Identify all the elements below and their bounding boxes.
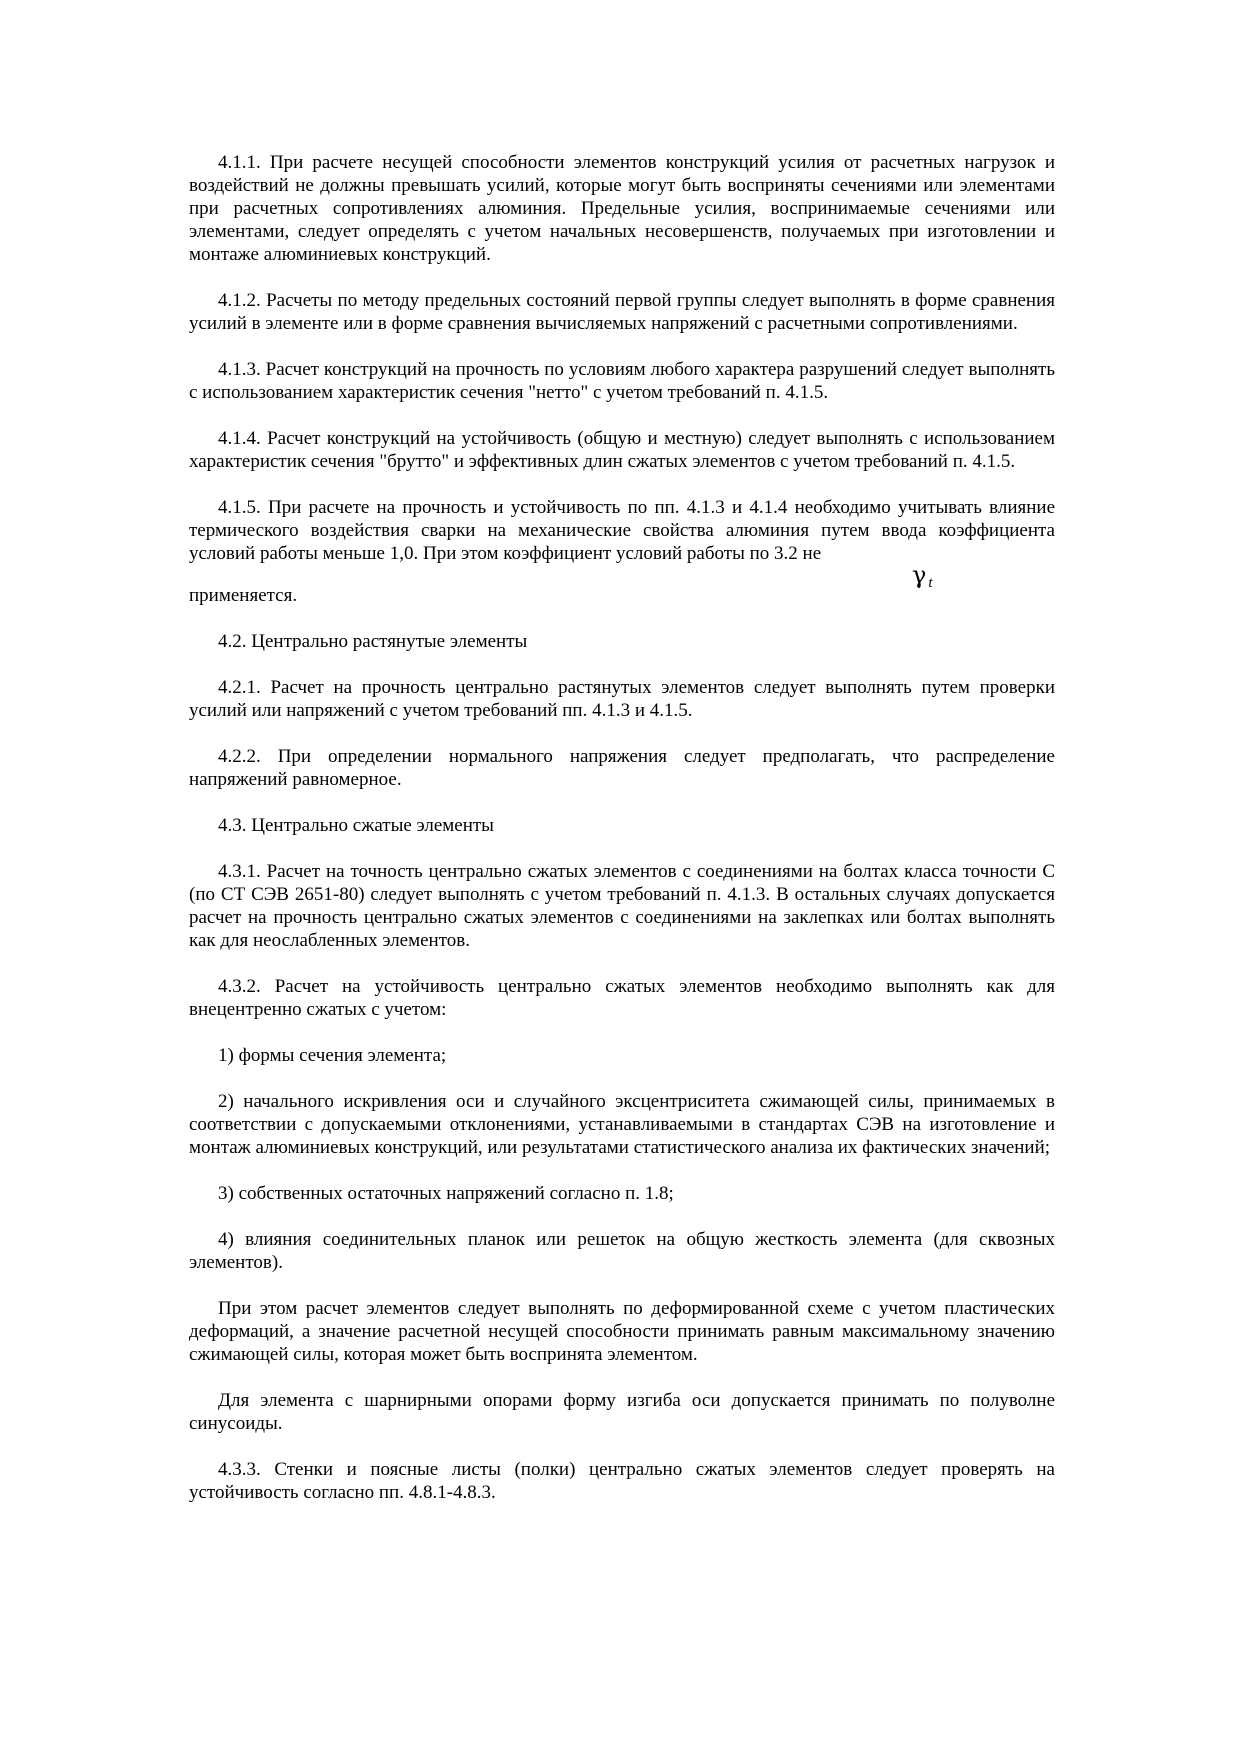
gamma-t-symbol [912, 563, 933, 595]
paragraph-4-1-5-end: применяется. [189, 585, 298, 606]
paragraph-4-1-2: 4.1.2. Расчеты по методу предельных состояний первой группы следует выполнять в форме сравнения усилий в элементе или в форме сравнения вычисляемых напряжений с расчетными сопротивлениями. [189, 290, 1055, 334]
paragraph-4-1-5: 4.1.5. При расчете на прочность и устойчивость по пп. 4.1.3 и 4.1.4 необходимо учитывать влияние термического воздействия сварки на механические свойства алюминия путем ввода коэффициента условий работы меньше 1,0. При этом коэффициент условий работы по 3.2 не [189, 497, 1055, 564]
paragraph-4-2-2: 4.2.2. При определении нормального напряжения следует предполагать, что распределение напряжений равномерное. [189, 746, 1055, 790]
gamma-subscript: t [928, 575, 933, 591]
gamma-symbol: γ [912, 561, 927, 589]
paragraph-4-1-4: 4.1.4. Расчет конструкций на устойчивость (общую и местную) следует выполнять с использованием характеристик сечения "брутто" и эффективных длин сжатых элементов с учетом требований п. 4.1.5. [189, 428, 1055, 472]
paragraph-4-1-1: 4.1.1. При расчете несущей способности элементов конструкций усилия от расчетных нагрузок и воздействий не должны превышать усилий, которые могут быть восприняты сечениями или элементами при расчетных сопротивлениях алюминия. Предельные усилия, воспринимаемые сечениями или элементами, следует определять с учетом начальных несовершенств, получаемых при изготовлении и монтаже алюминиевых конструкций. [189, 152, 1055, 265]
list-item-4: 4) влияния соединительных планок или решеток на общую жесткость элемента (для сквозных элементов). [189, 1229, 1055, 1273]
paragraph-4-3-2: 4.3.2. Расчет на устойчивость центрально сжатых элементов необходимо выполнять как для внецентренно сжатых с учетом: [189, 976, 1055, 1020]
document-body [189, 151, 1055, 1527]
list-item-1: 1) формы сечения элемента; [218, 1045, 447, 1066]
paragraph-4-3-3: 4.3.3. Стенки и поясные листы (полки) центрально сжатых элементов следует проверять на устойчивость согласно пп. 4.8.1-4.8.3. [189, 1459, 1055, 1503]
list-item-3: 3) собственных остаточных напряжений согласно п. 1.8; [218, 1183, 674, 1204]
list-item-2: 2) начального искривления оси и случайного эксцентриситета сжимающей силы, принимаемых в соответствии с допускаемыми отклонениями, устанавливаемыми в стандартах СЭВ на изготовление и монтаж алюминиевых конструкций, или результатами статистического анализа их фактических значений; [189, 1091, 1055, 1158]
paragraph-4-1-3: 4.1.3. Расчет конструкций на прочность по условиям любого характера разрушений следует выполнять с использованием характеристик сечения "нетто" с учетом требований п. 4.1.5. [189, 359, 1055, 403]
paragraph-4-2-1: 4.2.1. Расчет на прочность центрально растянутых элементов следует выполнять путем проверки усилий или напряжений с учетом требований пп. 4.1.3 и 4.1.5. [189, 677, 1055, 721]
section-heading-4-2: 4.2. Центрально растянутые элементы [218, 631, 528, 652]
paragraph-4-3-1: 4.3.1. Расчет на точность центрально сжатых элементов с соединениями на болтах класса точности С (по СТ СЭВ 2651-80) следует выполнять с учетом требований п. 4.1.3. В остальных случаях допускается расчет на прочность центрально сжатых элементов с соединениями на заклепках или болтах выполнять как для неослабленных элементов. [189, 861, 1055, 951]
paragraph-deformed-scheme: При этом расчет элементов следует выполнять по деформированной схеме с учетом пластических деформаций, а значение расчетной несущей способности принимать равным максимальному значению сжимающей силы, которая может быть воспринята элементом. [189, 1298, 1055, 1365]
paragraph-hinged-supports: Для элемента с шарнирными опорами форму изгиба оси допускается принимать по полуволне синусоиды. [189, 1390, 1055, 1434]
gamma-formula-row [189, 561, 1055, 591]
section-heading-4-3: 4.3. Центрально сжатые элементы [218, 815, 494, 836]
